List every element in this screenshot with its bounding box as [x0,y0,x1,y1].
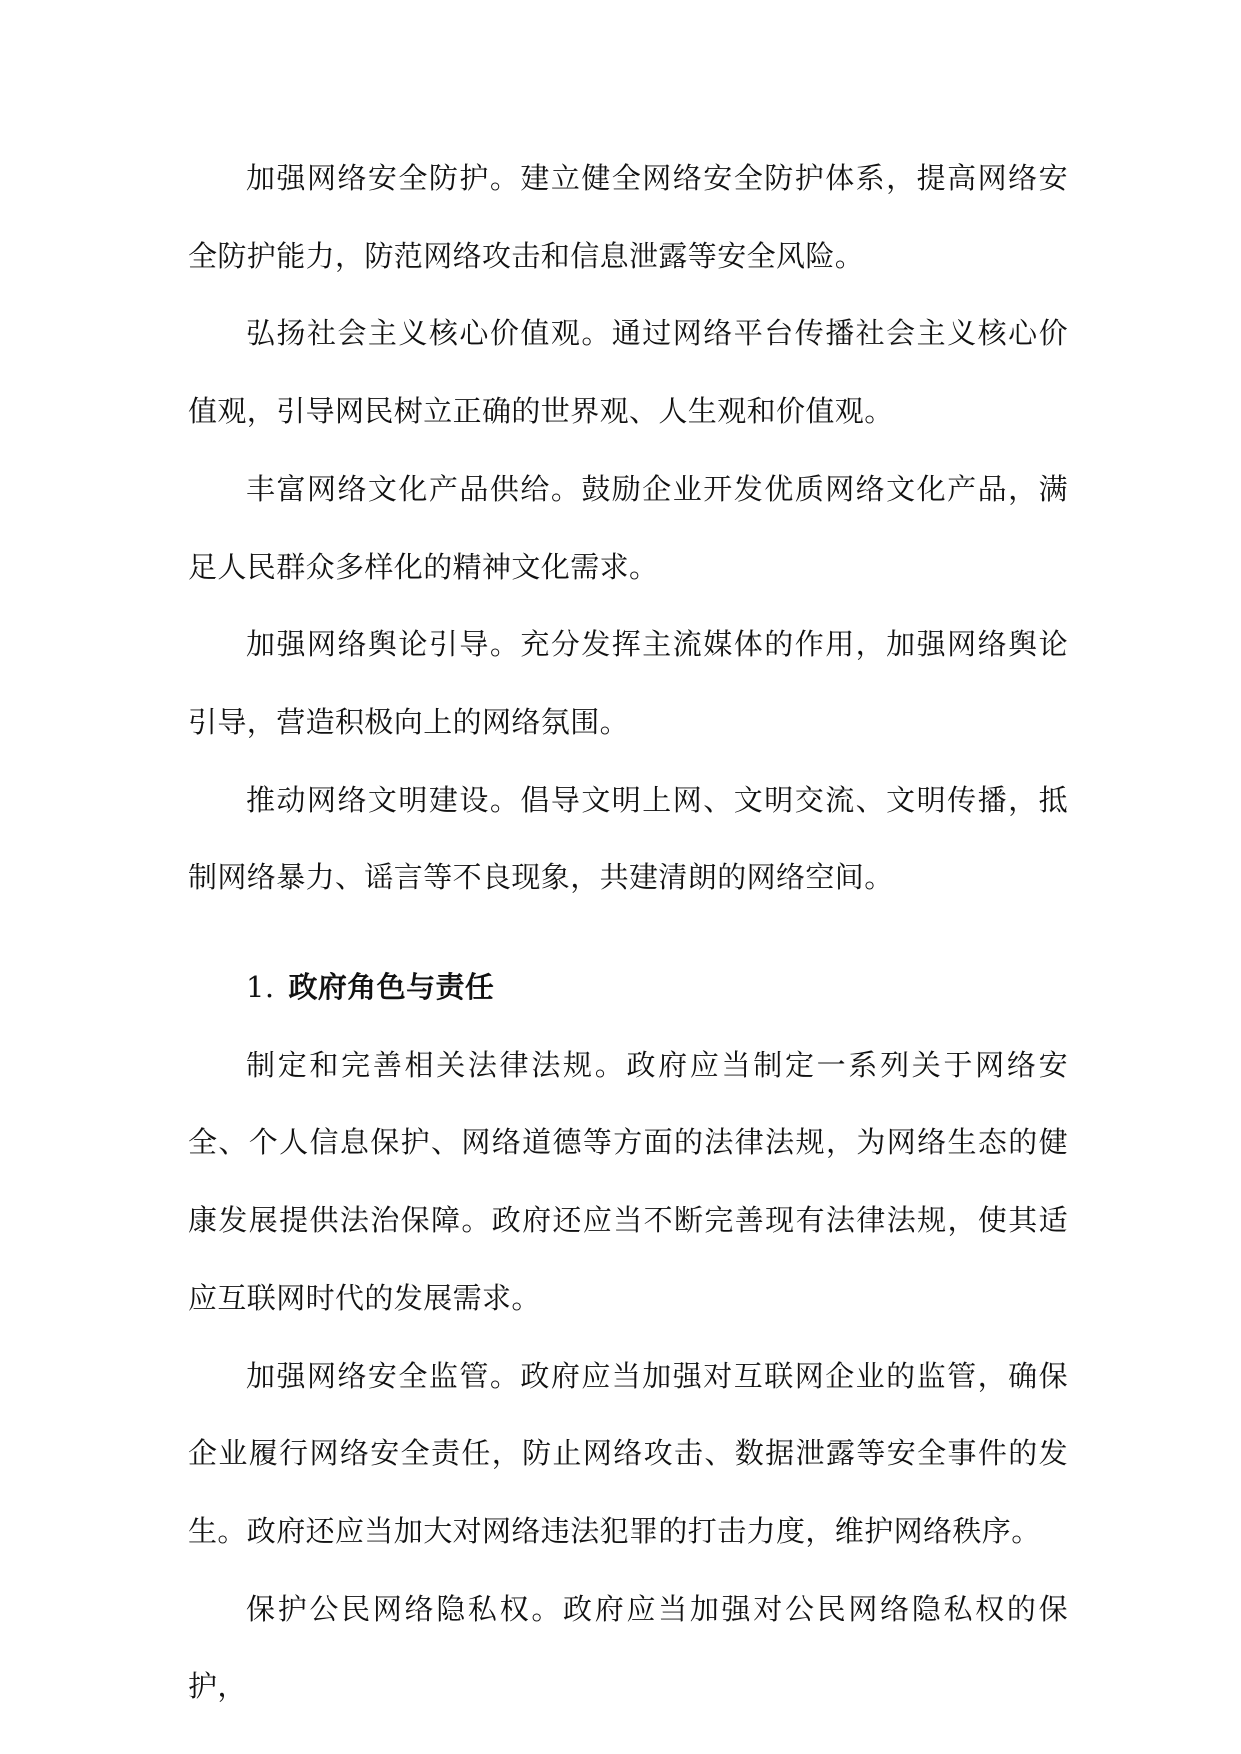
paragraph-security-supervision: 加强网络安全监管。政府应当加强对互联网企业的监管，确保企业履行网络安全责任，防止网络攻击、数据泄露等安全事件的发生。政府还应当加大对网络违法犯罪的打击力度，维护网络秩序。 [188,1358,1068,1548]
section-heading [188,949,1068,1027]
paragraph-network-civilization: 推动网络文明建设。倡导文明上网、文明交流、文明传播，抵制网络暴力、谣言等不良现象，共建清朗的网络空间。 [188,782,1068,895]
paragraph-cultural-products: 丰富网络文化产品供给。鼓励企业开发优质网络文化产品，满足人民群众多样化的精神文化需求。 [188,471,1068,584]
paragraph-network-security-protection: 加强网络安全防护。建立健全网络安全防护体系，提高网络安全防护能力，防范网络攻击和信息泄露等安全风险。 [188,161,1068,273]
section-number: 1. [246,970,275,1005]
paragraph-public-opinion-guidance: 加强网络舆论引导。充分发挥主流媒体的作用，加强网络舆论引导，营造积极向上的网络氛围。 [188,627,1068,739]
paragraph-privacy-protection: 保护公民网络隐私权。政府应当加强对公民网络隐私权的保护， [188,1591,1068,1704]
paragraph-laws-and-regulations: 制定和完善相关法律法规。政府应当制定一系列关于网络安全、个人信息保护、网络道德等方面的法律法规，为网络生态的健康发展提供法治保障。政府还应当不断完善现有法律法规，使其适应互联网时代的发展需求。 [188,1047,1068,1315]
section-title: 政府角色与责任 [288,970,495,1005]
document-body [188,140,1068,1726]
paragraph-core-socialist-values: 弘扬社会主义核心价值观。通过网络平台传播社会主义核心价值观，引导网民树立正确的世界观、人生观和价值观。 [188,316,1068,429]
